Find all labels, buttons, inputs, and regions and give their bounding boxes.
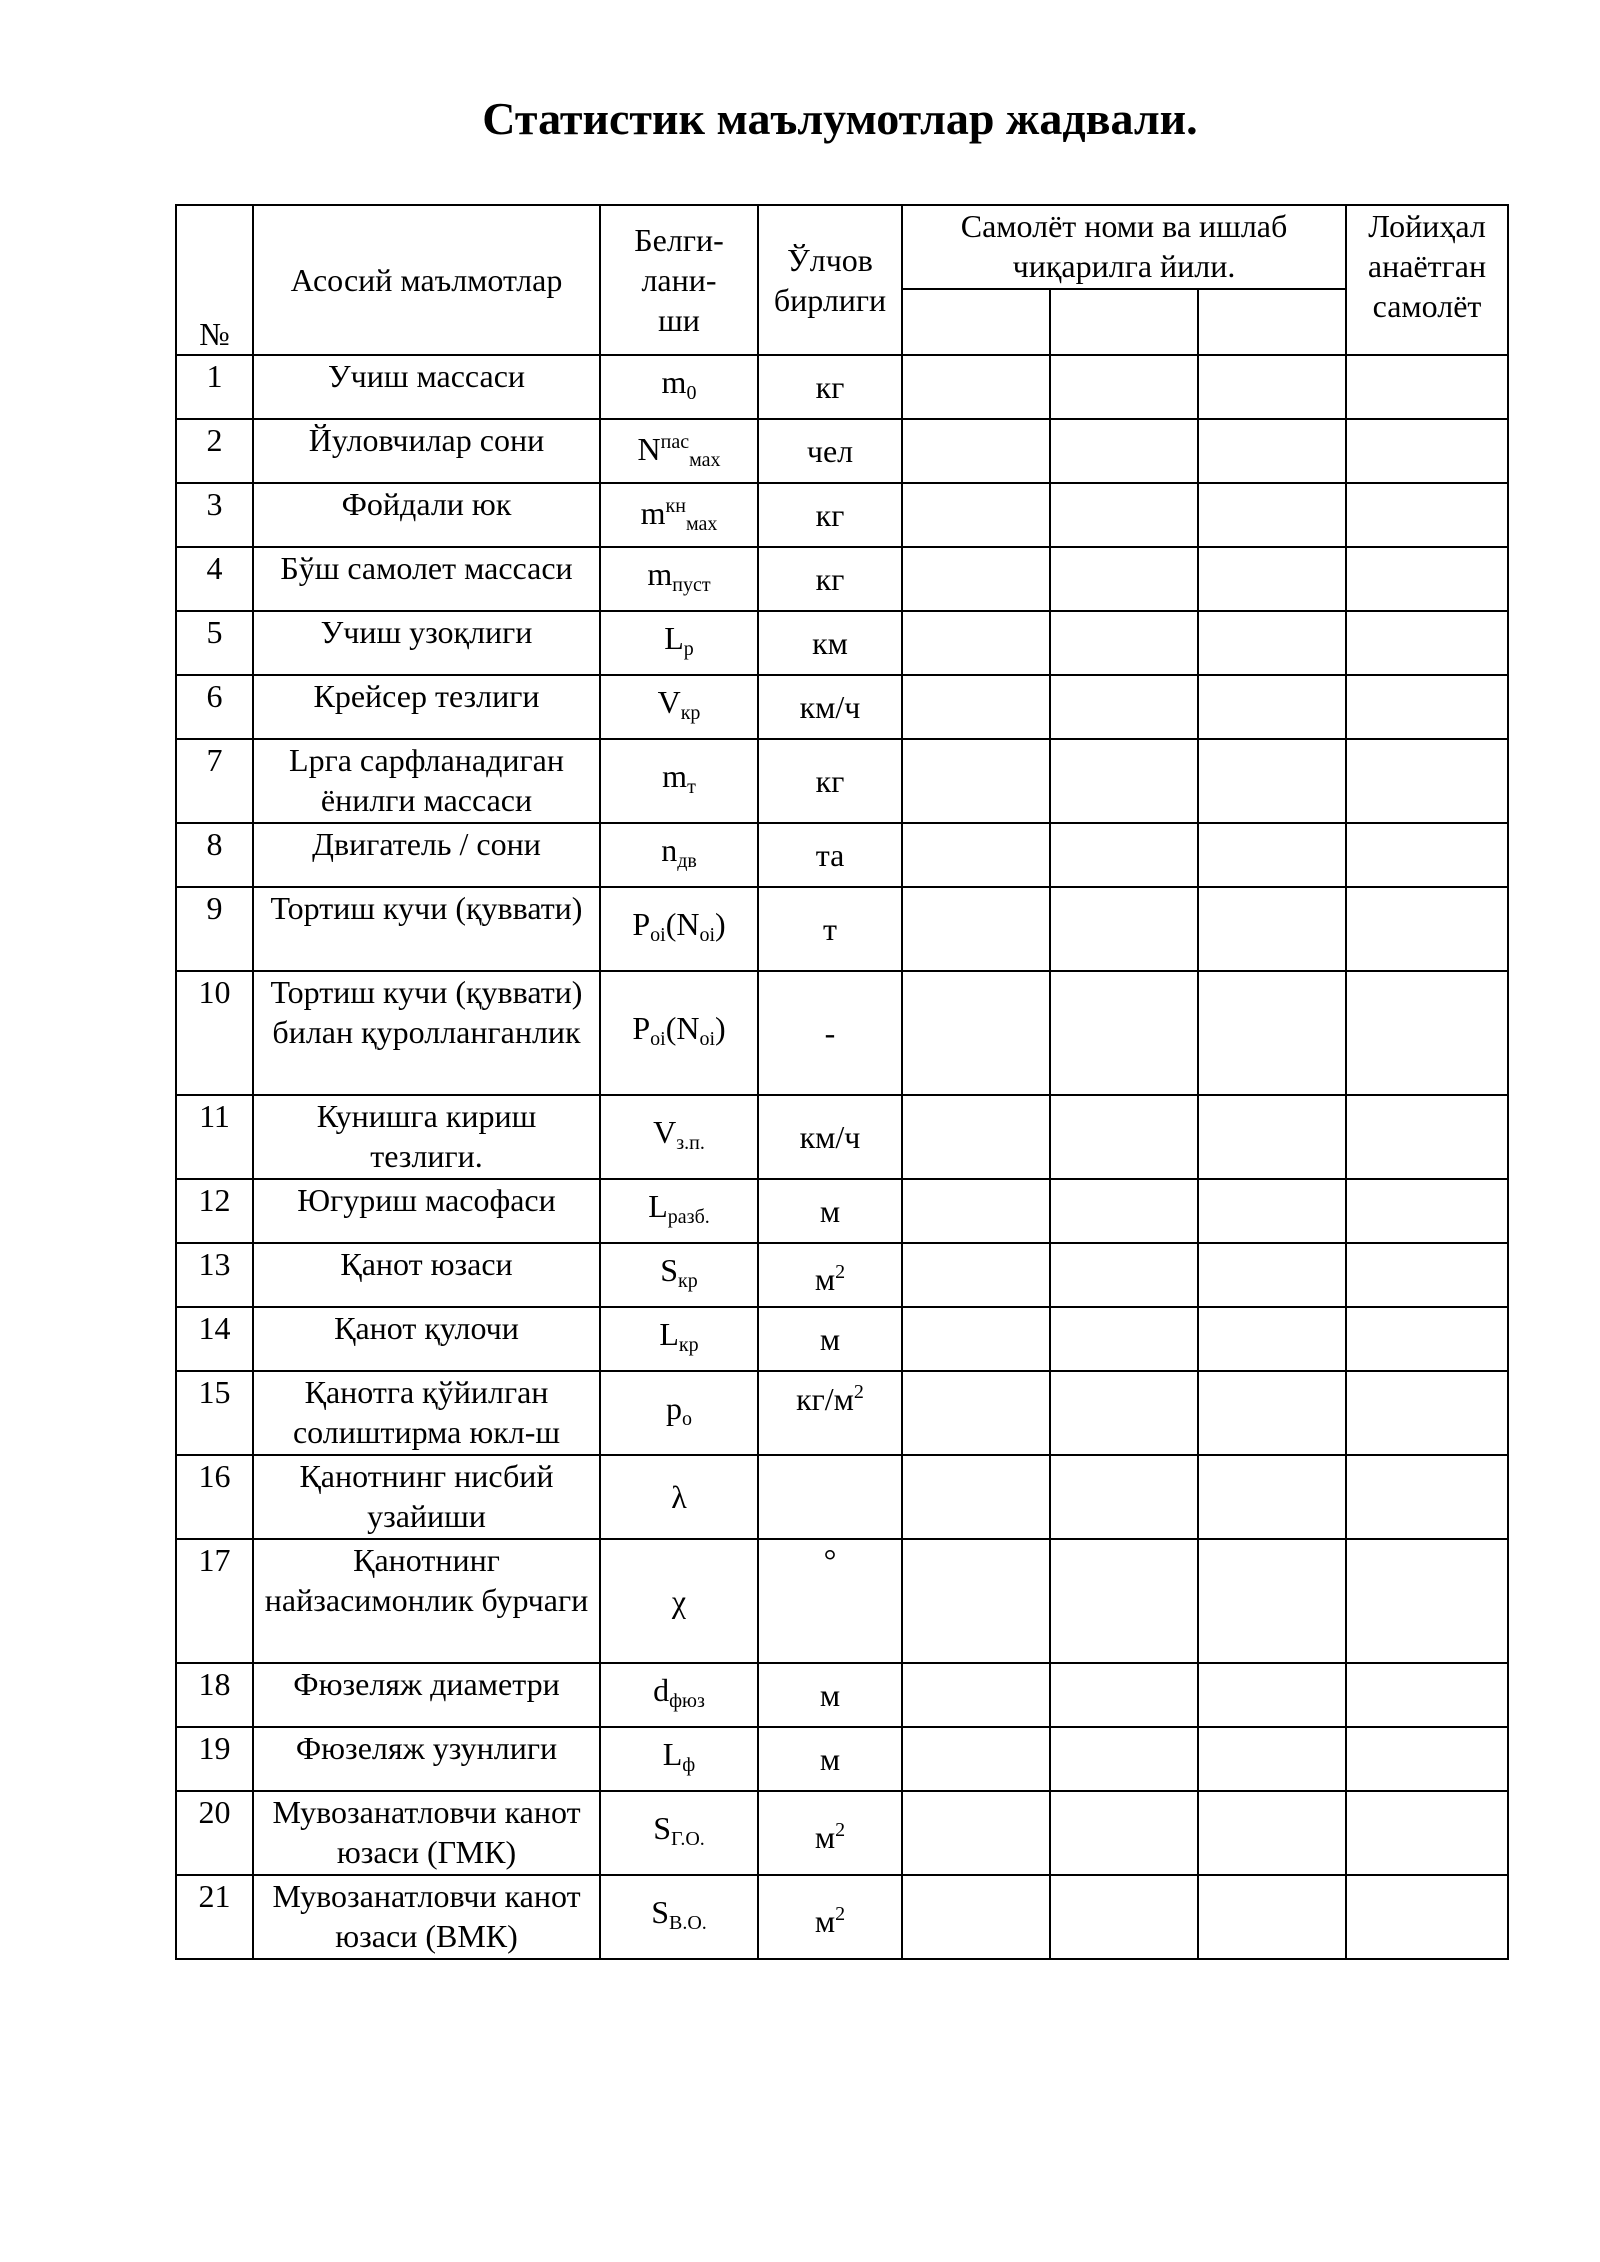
row-unit: кг bbox=[758, 739, 902, 823]
row-parameter: Югуриш масофаси bbox=[253, 1179, 600, 1243]
row-unit: м bbox=[758, 1179, 902, 1243]
table-row bbox=[176, 1095, 1508, 1179]
project-value-cell[interactable] bbox=[1346, 823, 1508, 887]
row-parameter: Мувозанатловчи канот юзаси (ВМК) bbox=[253, 1875, 600, 1959]
table-row bbox=[176, 1371, 1508, 1455]
table-row bbox=[176, 1243, 1508, 1307]
row-symbol: $S_{кр}$ bbox=[600, 1243, 758, 1307]
row-symbol: $L_{разб.}$ bbox=[600, 1179, 758, 1243]
plane-value-cell[interactable] bbox=[1050, 1791, 1198, 1875]
project-value-cell[interactable] bbox=[1346, 1727, 1508, 1791]
row-parameter: Тортиш кучи (қуввати) билан қуролланганлик bbox=[253, 971, 600, 1095]
plane-value-cell[interactable] bbox=[1198, 419, 1346, 483]
row-symbol: $S_{В.О.}$ bbox=[600, 1875, 758, 1959]
plane-value-cell[interactable] bbox=[1050, 739, 1198, 823]
plane-value-cell[interactable] bbox=[1198, 675, 1346, 739]
plane-value-cell[interactable] bbox=[1198, 1307, 1346, 1371]
plane-value-cell[interactable] bbox=[1198, 1095, 1346, 1179]
row-unit: м bbox=[758, 1727, 902, 1791]
plane-value-cell[interactable] bbox=[1050, 823, 1198, 887]
header-symbol: Белги- лани- ши bbox=[600, 205, 758, 355]
plane-value-cell[interactable] bbox=[1198, 887, 1346, 971]
header-plane-col-3 bbox=[1198, 289, 1346, 355]
plane-value-cell[interactable] bbox=[1050, 1243, 1198, 1307]
row-parameter: Қанотнинг найзасимонлик бурчаги bbox=[253, 1539, 600, 1663]
plane-value-cell[interactable] bbox=[1198, 547, 1346, 611]
plane-value-cell[interactable] bbox=[1050, 483, 1198, 547]
row-number: 18 bbox=[176, 1663, 253, 1727]
plane-value-cell[interactable] bbox=[1050, 1455, 1198, 1539]
row-parameter: Қанотга қўйилган солиштирма юкл-ш bbox=[253, 1371, 600, 1455]
table-row bbox=[176, 419, 1508, 483]
plane-value-cell[interactable] bbox=[1050, 547, 1198, 611]
plane-value-cell[interactable] bbox=[902, 1663, 1050, 1727]
table-row bbox=[176, 611, 1508, 675]
row-number: 10 bbox=[176, 971, 253, 1095]
project-value-cell[interactable] bbox=[1346, 483, 1508, 547]
table-row bbox=[176, 355, 1508, 419]
project-value-cell[interactable] bbox=[1346, 1179, 1508, 1243]
row-parameter: Фойдали юк bbox=[253, 483, 600, 547]
plane-value-cell[interactable] bbox=[1050, 355, 1198, 419]
row-unit: кг bbox=[758, 547, 902, 611]
header-main-info: Асосий маълмотлар bbox=[253, 205, 600, 355]
project-value-cell[interactable] bbox=[1346, 1875, 1508, 1959]
row-number: 7 bbox=[176, 739, 253, 823]
plane-value-cell[interactable] bbox=[902, 1455, 1050, 1539]
plane-value-cell[interactable] bbox=[1198, 1727, 1346, 1791]
plane-value-cell[interactable] bbox=[1198, 1243, 1346, 1307]
plane-value-cell[interactable] bbox=[1198, 823, 1346, 887]
row-unit: м bbox=[758, 1307, 902, 1371]
plane-value-cell[interactable] bbox=[1050, 1371, 1198, 1455]
row-unit: ° bbox=[758, 1539, 902, 1663]
row-parameter: Бўш самолет массаси bbox=[253, 547, 600, 611]
row-unit: чел bbox=[758, 419, 902, 483]
plane-value-cell[interactable] bbox=[902, 1307, 1050, 1371]
row-unit: км bbox=[758, 611, 902, 675]
row-number: 19 bbox=[176, 1727, 253, 1791]
row-number: 9 bbox=[176, 887, 253, 971]
plane-value-cell[interactable] bbox=[902, 355, 1050, 419]
plane-value-cell[interactable] bbox=[1198, 355, 1346, 419]
row-symbol: $m_{пуст}$ bbox=[600, 547, 758, 611]
statistics-table bbox=[175, 204, 1509, 1960]
row-symbol: $m_0$ bbox=[600, 355, 758, 419]
plane-value-cell[interactable] bbox=[1050, 887, 1198, 971]
plane-value-cell[interactable] bbox=[1198, 1791, 1346, 1875]
row-symbol: $N^{пас}_{мах}$ bbox=[600, 419, 758, 483]
row-number: 2 bbox=[176, 419, 253, 483]
row-unit bbox=[758, 1455, 902, 1539]
project-value-cell[interactable] bbox=[1346, 971, 1508, 1095]
row-symbol: $L_ф$ bbox=[600, 1727, 758, 1791]
row-symbol: $d_{фюз}$ bbox=[600, 1663, 758, 1727]
row-number: 6 bbox=[176, 675, 253, 739]
row-symbol: $m_т$ bbox=[600, 739, 758, 823]
plane-value-cell[interactable] bbox=[1050, 675, 1198, 739]
row-unit: т bbox=[758, 887, 902, 971]
row-unit: кг bbox=[758, 483, 902, 547]
project-value-cell[interactable] bbox=[1346, 419, 1508, 483]
project-value-cell[interactable] bbox=[1346, 1243, 1508, 1307]
row-number: 1 bbox=[176, 355, 253, 419]
table-row bbox=[176, 887, 1508, 971]
row-symbol: $p_о$ bbox=[600, 1371, 758, 1455]
project-value-cell[interactable] bbox=[1346, 1307, 1508, 1371]
plane-value-cell[interactable] bbox=[902, 547, 1050, 611]
row-parameter: Йуловчилар сони bbox=[253, 419, 600, 483]
row-symbol: $L_{кр}$ bbox=[600, 1307, 758, 1371]
plane-value-cell[interactable] bbox=[1198, 1539, 1346, 1663]
table-row bbox=[176, 971, 1508, 1095]
plane-value-cell[interactable] bbox=[1050, 1539, 1198, 1663]
row-parameter: Lрга сарфланадиган ёнилги массаси bbox=[253, 739, 600, 823]
plane-value-cell[interactable] bbox=[1198, 1455, 1346, 1539]
row-symbol: $P_{oi}(N_{oi})$ bbox=[600, 887, 758, 971]
row-symbol: $n_{дв}$ bbox=[600, 823, 758, 887]
project-value-cell[interactable] bbox=[1346, 1539, 1508, 1663]
project-value-cell[interactable] bbox=[1346, 1371, 1508, 1455]
row-number: 14 bbox=[176, 1307, 253, 1371]
plane-value-cell[interactable] bbox=[1050, 1307, 1198, 1371]
plane-value-cell[interactable] bbox=[902, 1791, 1050, 1875]
row-parameter: Қанот қулочи bbox=[253, 1307, 600, 1371]
row-number: 21 bbox=[176, 1875, 253, 1959]
plane-value-cell[interactable] bbox=[1198, 739, 1346, 823]
table-row bbox=[176, 1455, 1508, 1539]
plane-value-cell[interactable] bbox=[1050, 1727, 1198, 1791]
header-project-plane: Лойиҳал анаётган самолёт bbox=[1346, 205, 1508, 355]
row-unit: - bbox=[758, 971, 902, 1095]
plane-value-cell[interactable] bbox=[902, 1179, 1050, 1243]
row-parameter: Крейсер тезлиги bbox=[253, 675, 600, 739]
table-row bbox=[176, 483, 1508, 547]
row-symbol: χ bbox=[600, 1539, 758, 1663]
header-plane-col-2 bbox=[1050, 289, 1198, 355]
row-unit: $м^2$ bbox=[758, 1243, 902, 1307]
row-parameter: Учиш узоқлиги bbox=[253, 611, 600, 675]
plane-value-cell[interactable] bbox=[902, 611, 1050, 675]
plane-value-cell[interactable] bbox=[1050, 1663, 1198, 1727]
page-title: Статистик маълумотлар жадвали. bbox=[482, 93, 1198, 144]
plane-value-cell[interactable] bbox=[902, 419, 1050, 483]
plane-value-cell[interactable] bbox=[1198, 611, 1346, 675]
row-number: 3 bbox=[176, 483, 253, 547]
table-row bbox=[176, 823, 1508, 887]
row-symbol: $V_{кр}$ bbox=[600, 675, 758, 739]
table-row bbox=[176, 739, 1508, 823]
plane-value-cell[interactable] bbox=[1050, 419, 1198, 483]
table-row bbox=[176, 547, 1508, 611]
row-symbol: $P_{oi}(N_{oi})$ bbox=[600, 971, 758, 1095]
plane-value-cell[interactable] bbox=[902, 675, 1050, 739]
row-parameter: Фюзеляж диаметри bbox=[253, 1663, 600, 1727]
header-number: № bbox=[176, 205, 253, 355]
project-value-cell[interactable] bbox=[1346, 547, 1508, 611]
row-number: 8 bbox=[176, 823, 253, 887]
row-unit: км/ч bbox=[758, 1095, 902, 1179]
row-number: 11 bbox=[176, 1095, 253, 1179]
row-symbol: $S_{Г.О.}$ bbox=[600, 1791, 758, 1875]
plane-value-cell[interactable] bbox=[1198, 971, 1346, 1095]
plane-value-cell[interactable] bbox=[1050, 1875, 1198, 1959]
table-row bbox=[176, 675, 1508, 739]
row-unit: м bbox=[758, 1663, 902, 1727]
project-value-cell[interactable] bbox=[1346, 1095, 1508, 1179]
project-value-cell[interactable] bbox=[1346, 739, 1508, 823]
row-unit: кг bbox=[758, 355, 902, 419]
plane-value-cell[interactable] bbox=[1198, 1179, 1346, 1243]
row-parameter: Тортиш кучи (қуввати) bbox=[253, 887, 600, 971]
row-number: 12 bbox=[176, 1179, 253, 1243]
row-number: 13 bbox=[176, 1243, 253, 1307]
row-symbol: $V_{з.п.}$ bbox=[600, 1095, 758, 1179]
row-number: 16 bbox=[176, 1455, 253, 1539]
plane-value-cell[interactable] bbox=[902, 1371, 1050, 1455]
plane-value-cell[interactable] bbox=[1198, 1371, 1346, 1455]
table-row bbox=[176, 1727, 1508, 1791]
row-parameter: Кунишга кириш тезлиги. bbox=[253, 1095, 600, 1179]
plane-value-cell[interactable] bbox=[1050, 1179, 1198, 1243]
table-row bbox=[176, 1307, 1508, 1371]
row-number: 15 bbox=[176, 1371, 253, 1455]
plane-value-cell[interactable] bbox=[902, 887, 1050, 971]
plane-value-cell[interactable] bbox=[902, 739, 1050, 823]
row-unit: $м^2$ bbox=[758, 1875, 902, 1959]
project-value-cell[interactable] bbox=[1346, 1791, 1508, 1875]
table-row bbox=[176, 1179, 1508, 1243]
project-value-cell[interactable] bbox=[1346, 887, 1508, 971]
row-number: 4 bbox=[176, 547, 253, 611]
plane-value-cell[interactable] bbox=[902, 1095, 1050, 1179]
plane-value-cell[interactable] bbox=[1050, 1095, 1198, 1179]
project-value-cell[interactable] bbox=[1346, 675, 1508, 739]
header-plane-name: Самолёт номи ва ишлаб чиқарилга йили. bbox=[902, 205, 1346, 289]
row-symbol: $L_р$ bbox=[600, 611, 758, 675]
row-parameter: Қанотнинг нисбий узайиши bbox=[253, 1455, 600, 1539]
row-number: 17 bbox=[176, 1539, 253, 1663]
plane-value-cell[interactable] bbox=[902, 1875, 1050, 1959]
plane-value-cell[interactable] bbox=[902, 1727, 1050, 1791]
row-symbol: $m^{кн}_{мах}$ bbox=[600, 483, 758, 547]
table-body bbox=[176, 355, 1508, 1959]
plane-value-cell[interactable] bbox=[1050, 971, 1198, 1095]
plane-value-cell[interactable] bbox=[902, 971, 1050, 1095]
table-row bbox=[176, 1875, 1508, 1959]
row-parameter: Мувозанатловчи канот юзаси (ГМК) bbox=[253, 1791, 600, 1875]
plane-value-cell[interactable] bbox=[1198, 483, 1346, 547]
project-value-cell[interactable] bbox=[1346, 611, 1508, 675]
row-number: 5 bbox=[176, 611, 253, 675]
row-unit: $кг/м^2$ bbox=[758, 1371, 902, 1455]
plane-value-cell[interactable] bbox=[902, 1243, 1050, 1307]
row-unit: км/ч bbox=[758, 675, 902, 739]
row-unit: $м^2$ bbox=[758, 1791, 902, 1875]
row-parameter: Қанот юзаси bbox=[253, 1243, 600, 1307]
header-unit: Ўлчов бирлиги bbox=[758, 205, 902, 355]
row-parameter: Фюзеляж узунлиги bbox=[253, 1727, 600, 1791]
plane-value-cell[interactable] bbox=[1198, 1875, 1346, 1959]
project-value-cell[interactable] bbox=[1346, 355, 1508, 419]
table-row bbox=[176, 1663, 1508, 1727]
row-unit: та bbox=[758, 823, 902, 887]
plane-value-cell[interactable] bbox=[902, 483, 1050, 547]
table-row bbox=[176, 1791, 1508, 1875]
plane-value-cell[interactable] bbox=[902, 1539, 1050, 1663]
plane-value-cell[interactable] bbox=[1198, 1663, 1346, 1727]
row-number: 20 bbox=[176, 1791, 253, 1875]
row-parameter: Двигатель / сони bbox=[253, 823, 600, 887]
table-row bbox=[176, 1539, 1508, 1663]
row-parameter: Учиш массаси bbox=[253, 355, 600, 419]
plane-value-cell[interactable] bbox=[902, 823, 1050, 887]
project-value-cell[interactable] bbox=[1346, 1663, 1508, 1727]
plane-value-cell[interactable] bbox=[1050, 611, 1198, 675]
project-value-cell[interactable] bbox=[1346, 1455, 1508, 1539]
row-symbol: λ bbox=[600, 1455, 758, 1539]
header-plane-col-1 bbox=[902, 289, 1050, 355]
